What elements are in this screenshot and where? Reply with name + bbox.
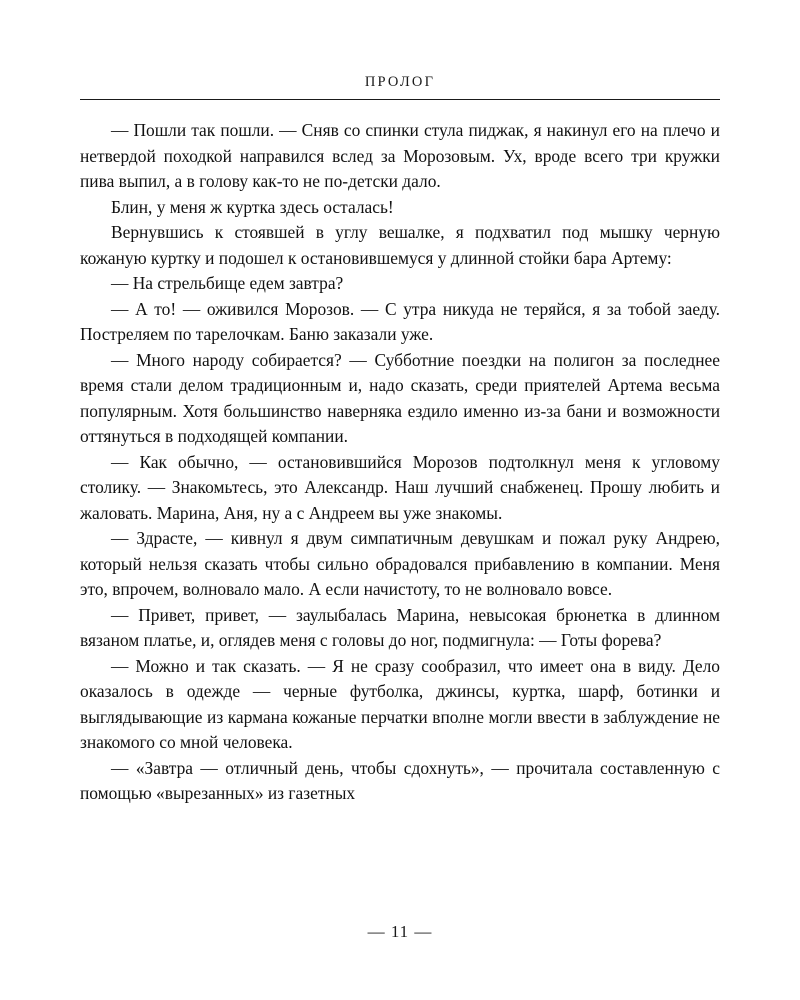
header-divider — [80, 99, 720, 100]
running-head: ПРОЛОГ — [364, 74, 436, 90]
paragraph: — Пошли так пошли. — Сняв со спинки стула пиджак, я накинул его на плечо и нетвердой походкой направился вслед за Морозовым. Ух, вроде всего три кружки пива выпил, а в голову как-то не по-детски дало. — [80, 120, 720, 191]
paragraph: — Можно и так сказать. — Я не сразу сообразил, что имеет она в виду. Дело оказалось в одежде — черные футболка, джинсы, куртка, шарф, ботинки и выглядывающие из кармана кожаные перчатки вполне могли ввести в заблуждение не знакомого со мной человека. — [80, 655, 720, 752]
paragraph: — Как обычно, — остановившийся Морозов подтолкнул меня к угловому столику. — Знакомьтесь, это Александр. Наш лучший снабженец. Прошу любить и жаловать. Марина, Аня, ну а с Андреем вы уже знакомы. — [80, 451, 720, 523]
paragraph: — «Завтра — отличный день, чтобы сдохнуть», — прочитала составленную с помощью «вырезанных» из газетных — [80, 757, 720, 803]
paragraph: Вернувшись к стоявшей в углу вешалке, я подхватил под мышку черную кожаную куртку и подошел к остановившемуся у длинной стойки бара Артему: — [80, 222, 720, 268]
paragraph: — А то! — оживился Морозов. — С утра никуда не теряйся, я за тобой заеду. Постреляем по тарелочкам. Баню заказали уже. — [80, 298, 720, 344]
paragraph: — На стрельбище едем завтра? — [111, 273, 344, 293]
paragraph: — Привет, привет, — заулыбалась Марина, невысокая брюнетка в длинном вязаном платье, и, оглядев меня с головы до ног, подмигнула: — Готы форева? — [80, 604, 720, 650]
paragraph: — Здрасте, — кивнул я двум симпатичным девушкам и пожал руку Андрею, который нельзя сказать чтобы сильно обрадовался прибавлению в компании. Меня это, впрочем, волновало мало. А если начистоту, то не волновало вовсе. — [80, 528, 720, 599]
paragraph: — Много народу собирается? — Субботние поездки на полигон за последнее время стали делом традиционным и, надо сказать, среди приятелей Артема весьма популярным. Хотя большинство наверняка ездило именно из-за бани и возможности оттянуться в подходящей компании. — [80, 349, 720, 446]
paragraph: Блин, у меня ж куртка здесь осталась! — [111, 196, 394, 217]
page-number: — 11 — — [367, 922, 433, 941]
page-body — [80, 118, 720, 807]
